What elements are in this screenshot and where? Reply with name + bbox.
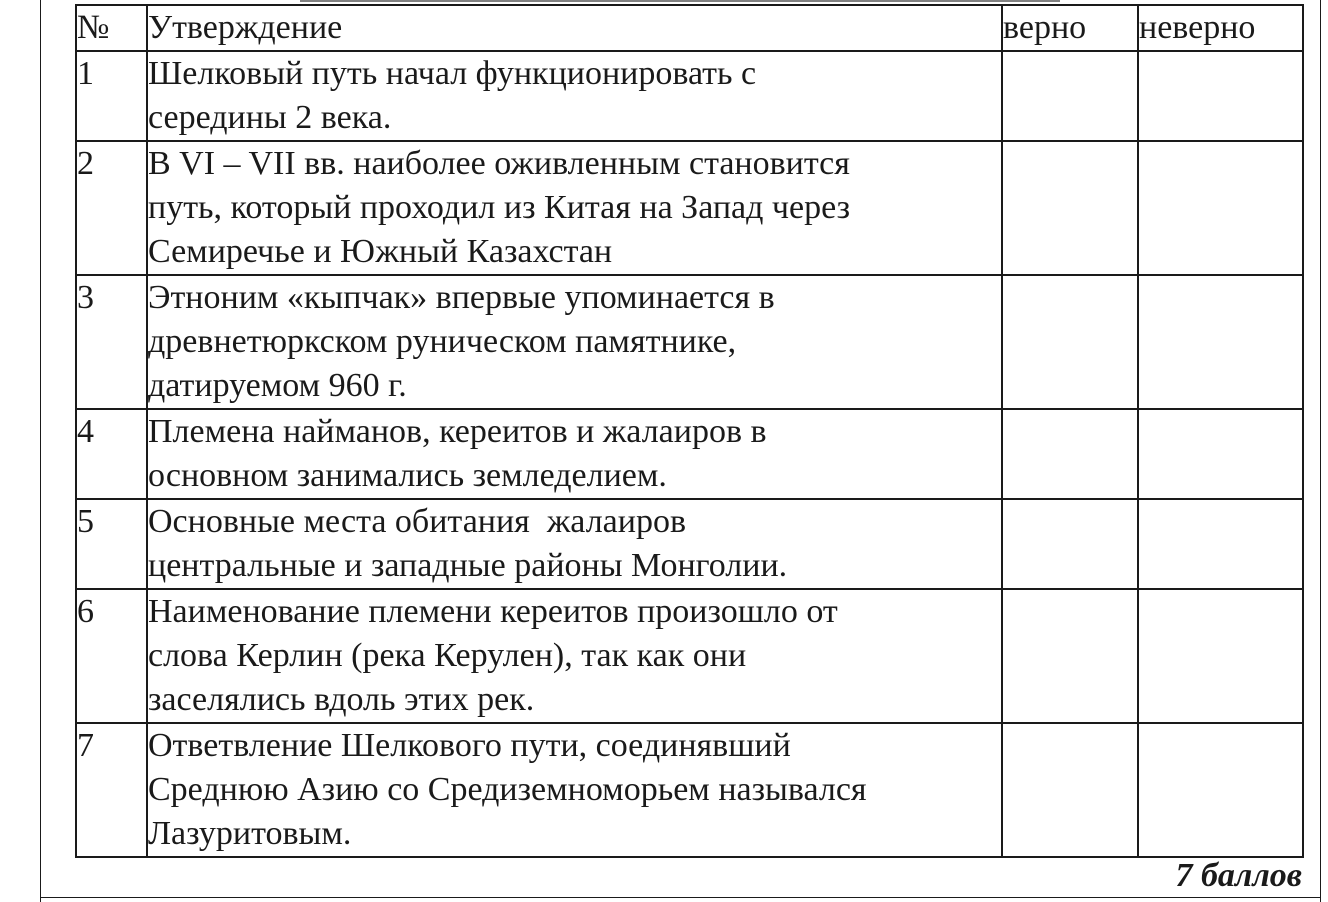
statement-line: Семиречье и Южный Казахстан bbox=[148, 233, 613, 270]
answer-cell-false[interactable] bbox=[1138, 51, 1303, 141]
statement-line: основном занимались земледелием. bbox=[148, 457, 667, 494]
statement-line: заселялись вдоль этих рек. bbox=[148, 681, 535, 718]
answer-cell-false[interactable] bbox=[1138, 723, 1303, 857]
header-false: неверно bbox=[1138, 5, 1303, 51]
statement-line: слова Керлин (река Керулен), так как они bbox=[148, 637, 747, 674]
statement-line: Ответвление Шелкового пути, соединявший bbox=[148, 727, 791, 764]
answer-cell-false[interactable] bbox=[1138, 275, 1303, 409]
table-row bbox=[76, 499, 1303, 589]
statement-line: датируемом 960 г. bbox=[148, 367, 407, 404]
statement-line: древнетюркском руническом памятнике, bbox=[148, 323, 737, 360]
answer-cell-true[interactable] bbox=[1002, 499, 1138, 589]
header-number: № bbox=[76, 5, 147, 51]
row-number: 4 bbox=[76, 409, 147, 499]
statement-line: середины 2 века. bbox=[148, 99, 392, 136]
statement-line: Среднюю Азию со Средиземноморьем назывался bbox=[148, 771, 867, 808]
row-number: 5 bbox=[76, 499, 147, 589]
header-statement: Утверждение bbox=[147, 5, 1002, 51]
table-header-row bbox=[76, 5, 1303, 51]
row-statement bbox=[147, 275, 1002, 409]
row-statement bbox=[147, 589, 1002, 723]
table-row bbox=[76, 141, 1303, 275]
answer-cell-false[interactable] bbox=[1138, 589, 1303, 723]
true-false-table bbox=[75, 4, 1304, 858]
answer-cell-true[interactable] bbox=[1002, 275, 1138, 409]
table-row bbox=[76, 723, 1303, 857]
score-label: 7 баллов bbox=[1175, 857, 1302, 894]
table-row bbox=[76, 409, 1303, 499]
page-frame-bottom-border bbox=[40, 897, 1321, 898]
answer-cell-true[interactable] bbox=[1002, 409, 1138, 499]
row-number: 7 bbox=[76, 723, 147, 857]
answer-cell-true[interactable] bbox=[1002, 51, 1138, 141]
row-number: 3 bbox=[76, 275, 147, 409]
statement-line: Шелковый путь начал функционировать с bbox=[148, 55, 757, 92]
row-number: 6 bbox=[76, 589, 147, 723]
table-row bbox=[76, 51, 1303, 141]
answer-cell-false[interactable] bbox=[1138, 141, 1303, 275]
header-true: верно bbox=[1002, 5, 1138, 51]
statement-line: Основные места обитания жалаиров bbox=[148, 503, 687, 540]
statement-line: центральные и западные районы Монголии. bbox=[148, 547, 788, 584]
statement-line: Этноним «кыпчак» впервые упоминается в bbox=[148, 279, 775, 316]
answer-cell-false[interactable] bbox=[1138, 499, 1303, 589]
row-statement bbox=[147, 499, 1002, 589]
table-row bbox=[76, 589, 1303, 723]
table-row bbox=[76, 275, 1303, 409]
answer-cell-true[interactable] bbox=[1002, 141, 1138, 275]
row-number: 2 bbox=[76, 141, 147, 275]
statement-line: Лазуритовым. bbox=[148, 815, 352, 852]
statement-line: Наименование племени кереитов произошло от bbox=[148, 593, 838, 630]
statement-line: Племена найманов, кереитов и жалаиров в bbox=[148, 413, 767, 450]
answer-cell-true[interactable] bbox=[1002, 589, 1138, 723]
row-statement bbox=[147, 723, 1002, 857]
page-frame-right-border bbox=[1320, 0, 1321, 902]
row-number: 1 bbox=[76, 51, 147, 141]
cropped-text-fragment bbox=[300, 0, 1060, 2]
row-statement bbox=[147, 409, 1002, 499]
answer-cell-false[interactable] bbox=[1138, 409, 1303, 499]
statement-line: В VI – VII вв. наиболее оживленным становится bbox=[148, 145, 850, 182]
row-statement bbox=[147, 51, 1002, 141]
statement-line: путь, который проходил из Китая на Запад через bbox=[148, 189, 851, 226]
answer-cell-true[interactable] bbox=[1002, 723, 1138, 857]
page-frame-left-border bbox=[40, 0, 41, 902]
row-statement bbox=[147, 141, 1002, 275]
